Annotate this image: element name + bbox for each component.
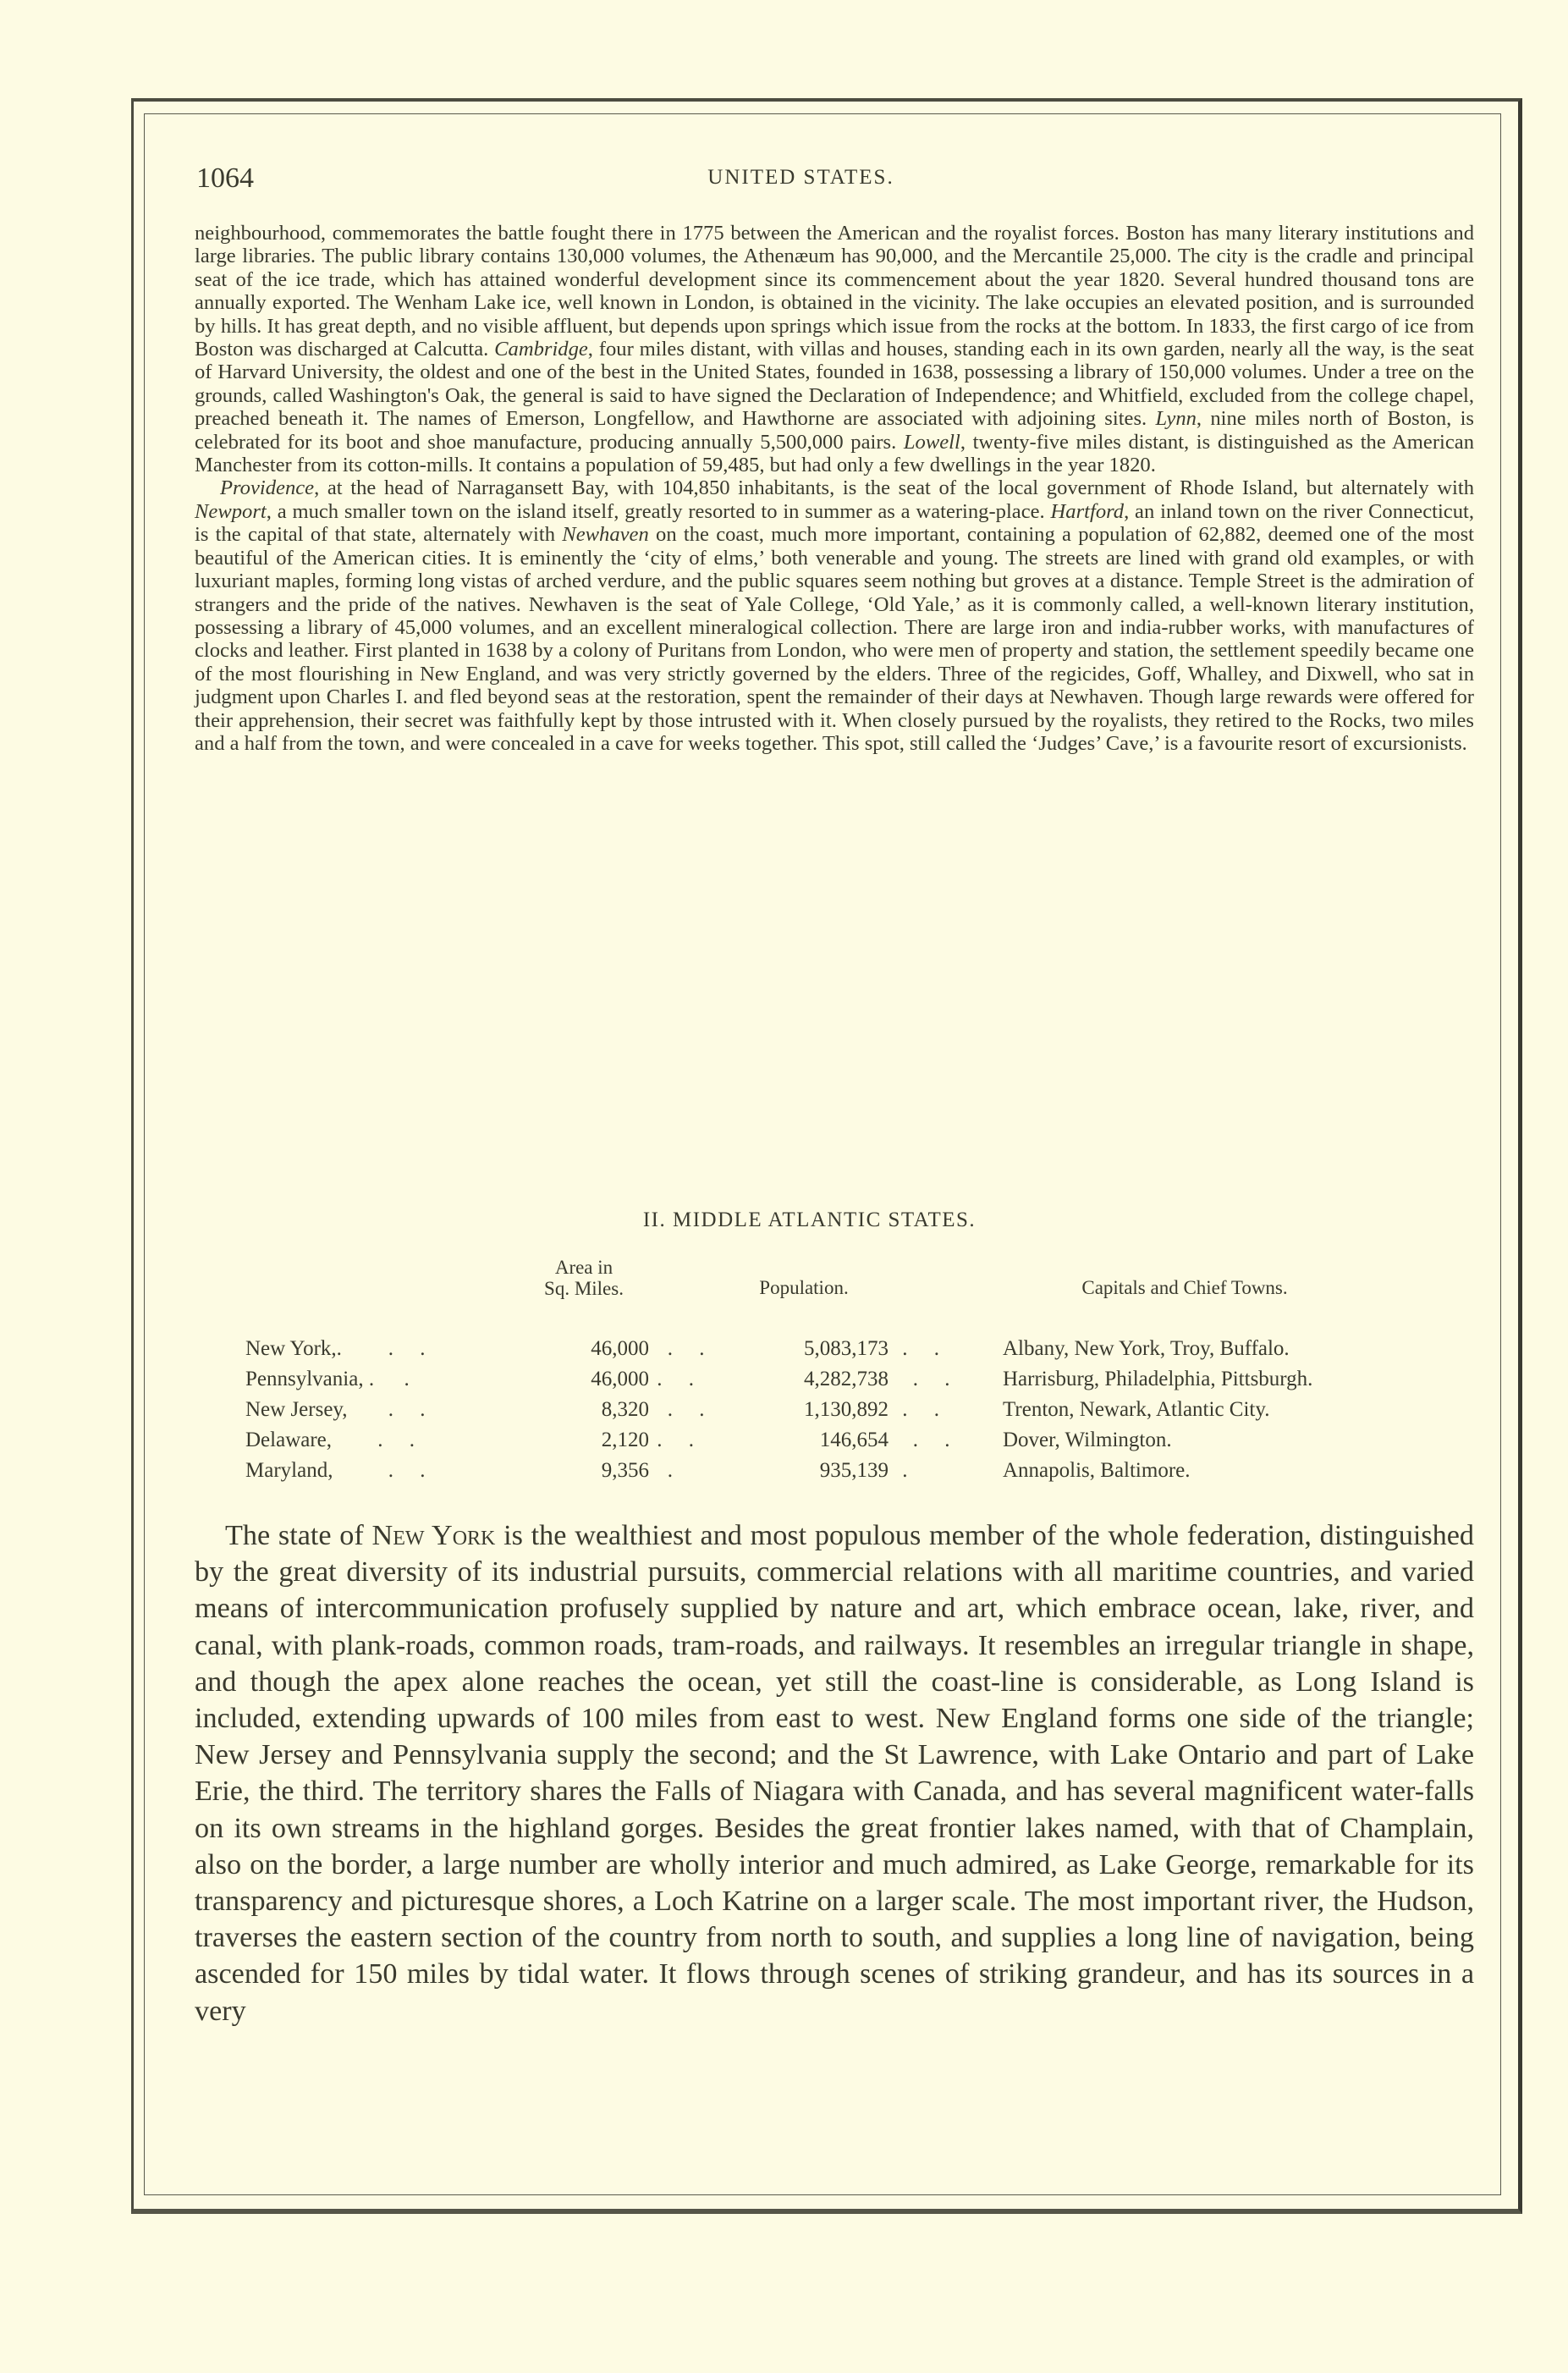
place-name-italic: Newhaven: [562, 523, 649, 547]
population-value: 1,130,892: [804, 1398, 889, 1421]
text-run: , a much smaller town on the island itself, greatly resorted to in summer as a watering-place.: [266, 499, 1051, 523]
state-name: Maryland,: [245, 1459, 333, 1482]
text-run: , at the head of Narragansett Bay, with 104,850 inhabitants, is the seat of the local government of Rhode Island, but alternately with: [314, 476, 1474, 500]
area-value: 9,356: [601, 1459, 649, 1482]
state-name-smallcaps: New York: [371, 1520, 496, 1551]
leader-dots: . .: [372, 1459, 426, 1482]
state-name: New York,.: [245, 1337, 342, 1360]
place-name-italic: Newport: [195, 499, 267, 523]
capitals-value: Dover, Wilmington.: [1003, 1429, 1172, 1451]
column-header-population: Population.: [759, 1277, 849, 1298]
leader-dots: . .: [897, 1398, 939, 1421]
place-name-italic: Lynn: [1155, 407, 1197, 431]
place-name-italic: Lowell: [903, 430, 960, 454]
table-row: [245, 1459, 1472, 1489]
population-value: 5,083,173: [804, 1337, 889, 1360]
place-name-italic: Providence: [220, 476, 315, 500]
leader-dots: . .: [897, 1337, 939, 1360]
running-head: UNITED STATES.: [707, 166, 894, 189]
text-run: on the coast, much more important, containing a population of 62,882, deemed one of the most beautiful of the American cities. It is eminently the ‘city of elms,’ both venerable and young. The streets are lined with grand old examples, or with luxuriant maples, forming long vistas of arched verdure, and the public squares seem nothing but groves at a distance. Temple Street is the admiration of strangers and the pride of the natives. Newhaven is the seat of Yale College, ‘Old Yale,’ as it is commonly called, a well-known literary institution, possessing a library of 45,000 volumes, and an excellent mineralogical collection. There are large iron and india-rubber works, with manufactures of clocks and leather. First planted in 1638 by a colony of Puritans from London, who were men of property and station, the settlement speedily became one of the most flourishing in New England, and was very strictly governed by the elders. Three of the regicides, Goff, Whalley, and Dixwell, who sat in judgment upon Charles I. and fled beyond seas at the restoration, spent the remainder of their days at Newhaven. Though large rewards were offered for their apprehension, their secret was faithfully kept by those intrusted with it. When closely pursued by the royalists, they retired to the Rocks, two miles and a half from the town, and were concealed in a cave for weeks together. This spot, still called the ‘Judges’ Cave,’ is a favourite resort of excursionists.: [195, 523, 1474, 755]
area-value: 46,000: [591, 1368, 649, 1390]
leader-dots: . .: [652, 1368, 694, 1390]
leader-dots: . .: [372, 1398, 426, 1421]
state-name: New Jersey,: [245, 1398, 348, 1421]
table-row: [245, 1398, 1472, 1429]
section-title: II. MIDDLE ATLANTIC STATES.: [642, 1209, 977, 1231]
leader-dots: .: [372, 1368, 410, 1390]
text-run: , nine miles north of Boston, is celebrated for its boot and shoe manufacture, producing annually 5,500,000 pairs.: [195, 407, 1474, 454]
area-value: 8,320: [601, 1398, 649, 1421]
upper-body-text: [195, 222, 1474, 755]
place-name-italic: Cambridge: [494, 338, 588, 361]
paragraph-boston-cambridge: [195, 222, 1474, 476]
page-number: 1064: [196, 162, 254, 194]
table-row: [245, 1429, 1472, 1459]
leader-dots: .: [897, 1459, 908, 1482]
population-value: 935,139: [819, 1459, 889, 1482]
text-run: , twenty-five miles distant, is distinguished as the American Manchester from its cotton-mills. It contains a population of 59,485, but had only a few dwellings in the year 1820.: [195, 430, 1474, 477]
table-row: [245, 1368, 1472, 1398]
leader-dots: .: [652, 1459, 673, 1482]
capitals-value: Annapolis, Baltimore.: [1003, 1459, 1191, 1482]
text-run: neighbourhood, commemorates the battle fought there in 1775 between the American and the royalist forces. Boston has many literary institutions and large libraries. The public library contains 130,000 volumes, the Athenæum has 90,000, and the Mercantile 25,000. The city is the cradle and principal seat of the ice trade, which has attained wonderful development since its commencement about the year 1820. Several hundred thousand tons are annually exported. The Wenham Lake ice, well known in London, is obtained in the vicinity. The lake occupies an elevated position, and is surrounded by hills. It has great depth, and no visible affluent, but depends upon springs which issue from the rocks at the bottom. In 1833, the first cargo of ice from Boston was discharged at Calcutta.: [195, 222, 1474, 361]
state-name: Delaware,: [245, 1429, 333, 1451]
text-run: is the wealthiest and most populous member of the whole federation, distinguished by the great diversity of its industrial pursuits, commercial relations with all maritime countries, and varied means of intercommunication profusely supplied by nature and art, which embrace ocean, lake, river, and canal, with plank-roads, common roads, tram-roads, and railways. It resembles an irregular triangle in shape, and though the apex alone reaches the ocean, yet still the coast-line is considerable, as Long Island is included, extending upwards of 100 miles from east to west. New England forms one side of the triangle; New Jersey and Pennsylvania supply the second; and the St Lawrence, with Lake Ontario and part of Lake Erie, the third. The territory shares the Falls of Niagara with Canada, and has several magnificent water-falls on its own streams in the highland gorges. Besides the great frontier lakes named, with that of Champlain, also on the border, a large number are wholly interior and much admired, as Lake George, remarkable for its transparency and picturesque shores, a Loch Katrine on a larger scale. The most important river, the Hudson, traverses the eastern section of the country from north to south, and supplies a long line of navigation, being ascended for 150 miles by tidal water. It flows through scenes of striking grandeur, and has its sources in a very: [195, 1520, 1474, 2027]
leader-dots: . .: [897, 1429, 950, 1451]
leader-dots: . .: [372, 1429, 415, 1451]
paragraph-providence-newhaven: [195, 476, 1474, 755]
lower-body-text: [195, 1517, 1474, 2029]
leader-dots: . .: [652, 1398, 705, 1421]
column-header-area: [516, 1257, 652, 1299]
area-value: 2,120: [601, 1429, 649, 1451]
state-name: Pennsylvania, .: [245, 1368, 375, 1390]
paragraph-new-york: [195, 1517, 1474, 2029]
table-row: [245, 1337, 1472, 1368]
text-run: , an inland town on the river Connecticut, is the capital of that state, alternately with: [195, 499, 1474, 547]
column-header-area-line1: Area in: [554, 1257, 613, 1278]
place-name-italic: Hartford: [1050, 499, 1125, 523]
population-value: 146,654: [819, 1429, 889, 1451]
text-run: , four miles distant, with villas and houses, standing each in its own garden, nearly all the way, is the seat of Harvard University, the oldest and one of the best in the United States, founded in 1638, possessing a library of 150,000 volumes. Under a tree on the grounds, called Washington's Oak, the general is said to have signed the Declaration of Independence; and Whitfield, excluded from the college chapel, preached beneath it. The names of Emerson, Longfellow, and Hawthorne are associated with adjoining sites.: [195, 338, 1474, 431]
column-header-area-line2: Sq. Miles.: [544, 1278, 624, 1299]
leader-dots: . .: [652, 1337, 705, 1360]
area-value: 46,000: [591, 1337, 649, 1360]
population-value: 4,282,738: [804, 1368, 889, 1390]
capitals-value: Trenton, Newark, Atlantic City.: [1003, 1398, 1270, 1421]
capitals-value: Harrisburg, Philadelphia, Pittsburgh.: [1003, 1368, 1313, 1390]
leader-dots: . .: [372, 1337, 426, 1360]
leader-dots: . .: [897, 1368, 950, 1390]
leader-dots: . .: [652, 1429, 694, 1451]
capitals-value: Albany, New York, Troy, Buffalo.: [1003, 1337, 1290, 1360]
column-header-capitals: Capitals and Chief Towns.: [1081, 1277, 1288, 1298]
text-run: The state of: [225, 1520, 372, 1551]
